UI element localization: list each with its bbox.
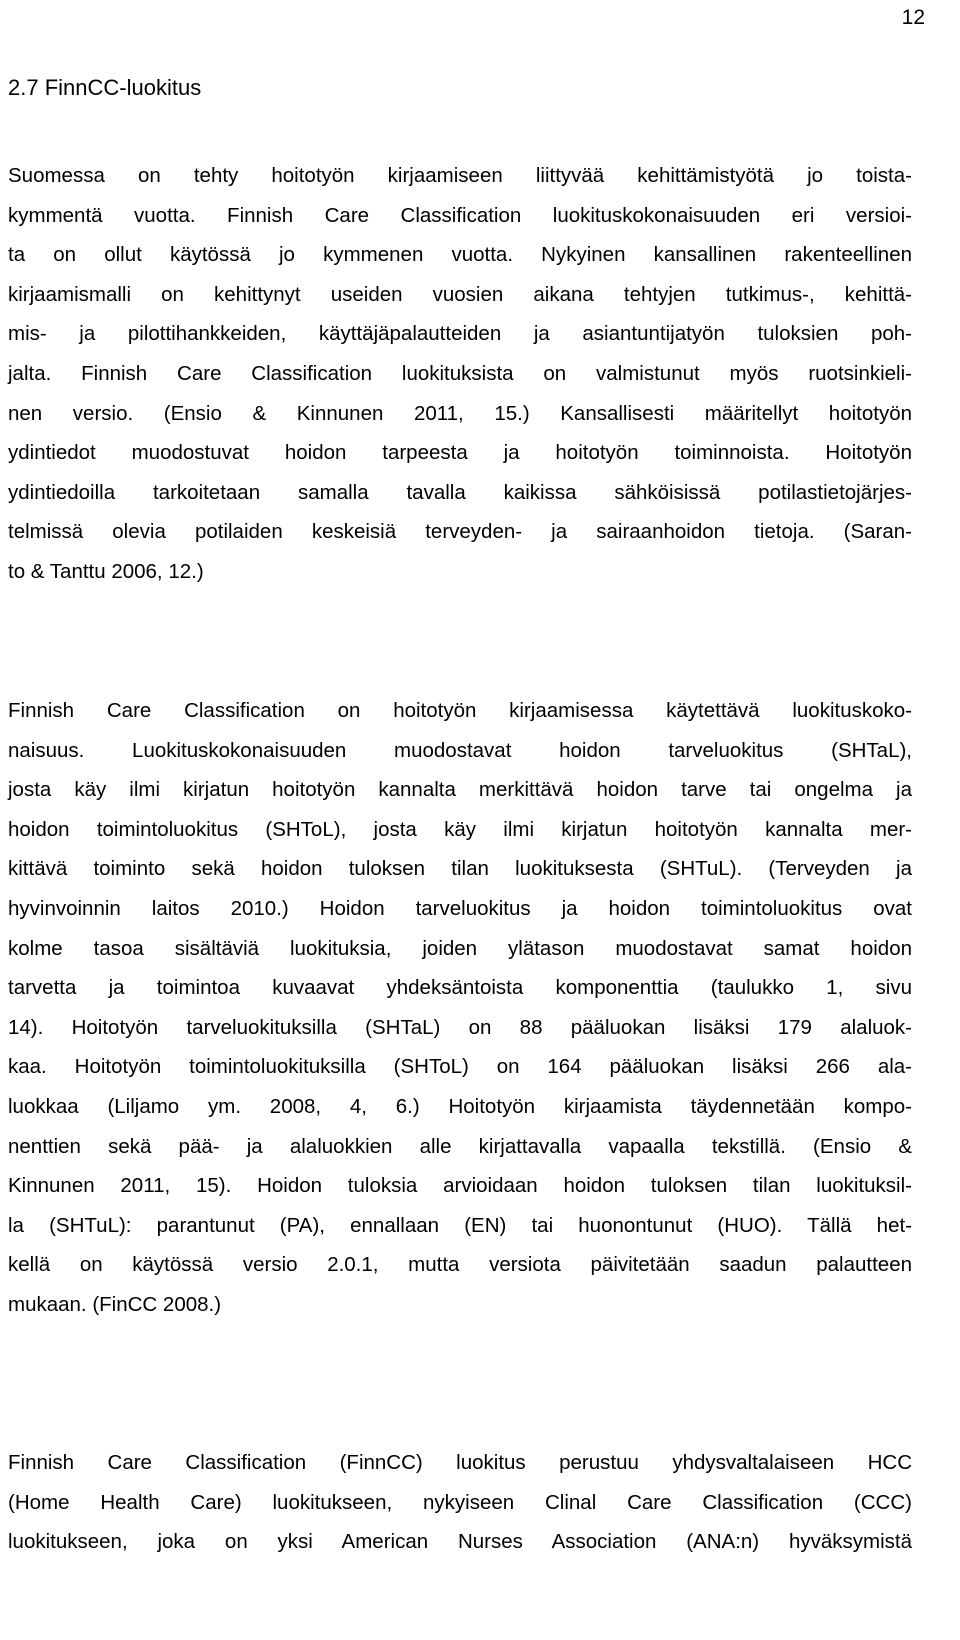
text-line: mukaan. (FinCC 2008.) xyxy=(8,1292,222,1316)
text-line: Finnish Care Classification (FinnCC) luokitus perustuu yhdysvaltalaiseen HCC xyxy=(8,1451,912,1474)
text-line: luokitukseen, joka on yksi American Nurses Association (ANA:n) hyväksymistä xyxy=(8,1530,912,1554)
text-line: kellä on käytössä versio 2.0.1, mutta versiota päivitetään saadun palautteen xyxy=(8,1253,912,1277)
text-line: mis- ja pilottihankkeiden, käyttäjäpalautteiden ja asiantuntijatyön tuloksien poh- xyxy=(8,322,912,346)
text-line: kaa. Hoitotyön toimintoluokituksilla (SHToL) on 164 pääluokan lisäksi 266 ala- xyxy=(8,1055,912,1079)
text-line: luokkaa (Liljamo ym. 2008, 4, 6.) Hoitotyön kirjaamista täydennetään kompo- xyxy=(8,1094,912,1118)
page-number: 12 xyxy=(901,6,925,29)
text-line: ta on ollut käytössä jo kymmenen vuotta. Nykyinen kansallinen rakenteellinen xyxy=(8,243,912,267)
paragraph-1 xyxy=(8,156,912,592)
text-line: (Home Health Care) luokitukseen, nykyiseen Clinal Care Classification (CCC) xyxy=(8,1490,912,1514)
text-line: 14). Hoitotyön tarveluokituksilla (SHTaL) on 88 pääluokan lisäksi 179 alaluok- xyxy=(8,1015,912,1039)
text-line: Suomessa on tehty hoitotyön kirjaamiseen liittyvää kehittämistyötä jo toista- xyxy=(8,164,912,187)
text-line: telmissä olevia potilaiden keskeisiä terveyden- ja sairaanhoidon tietoja. (Saran- xyxy=(8,520,912,544)
text-line: nen versio. (Ensio & Kinnunen 2011, 15.) Kansallisesti määritellyt hoitotyön xyxy=(8,401,912,425)
text-line: naisuus. Luokituskokonaisuuden muodostavat hoidon tarveluokitus (SHTaL), xyxy=(8,738,912,762)
text-line: Kinnunen 2011, 15). Hoidon tuloksia arvioidaan hoidon tuloksen tilan luokituksil- xyxy=(8,1174,912,1198)
text-line: josta käy ilmi kirjatun hoitotyön kannalta merkittävä hoidon tarve tai ongelma ja xyxy=(8,778,912,802)
text-line: la (SHTuL): parantunut (PA), ennallaan (EN) tai huonontunut (HUO). Tällä het- xyxy=(8,1213,912,1237)
text-line: hyvinvoinnin laitos 2010.) Hoidon tarveluokitus ja hoidon toimintoluokitus ovat xyxy=(8,896,912,920)
text-line: nenttien sekä pää- ja alaluokkien alle kirjattavalla vapaalla tekstillä. (Ensio & xyxy=(8,1134,912,1158)
text-line: kymmentä vuotta. Finnish Care Classification luokituskokonaisuuden eri versioi- xyxy=(8,203,912,227)
text-line: kolme tasoa sisältäviä luokituksia, joiden ylätason muodostavat samat hoidon xyxy=(8,936,912,960)
text-line: Finnish Care Classification on hoitotyön kirjaamisessa käytettävä luokituskoko- xyxy=(8,699,912,722)
text-line: kirjaamismalli on kehittynyt useiden vuosien aikana tehtyjen tutkimus-, kehittä- xyxy=(8,282,912,306)
text-line: tarvetta ja toimintoa kuvaavat yhdeksäntoista komponenttia (taulukko 1, sivu xyxy=(8,976,912,1000)
text-line: to & Tanttu 2006, 12.) xyxy=(8,559,204,583)
text-line: jalta. Finnish Care Classification luokituksista on valmistunut myös ruotsinkieli- xyxy=(8,361,912,385)
text-line: ydintiedoilla tarkoitetaan samalla tavalla kaikissa sähköisissä potilastietojärjes- xyxy=(8,480,912,504)
text-line: hoidon toimintoluokitus (SHToL), josta käy ilmi kirjatun hoitotyön kannalta mer- xyxy=(8,817,912,841)
text-line: ydintiedot muodostuvat hoidon tarpeesta ja hoitotyön toiminnoista. Hoitotyön xyxy=(8,441,912,465)
paragraph-2 xyxy=(8,691,912,1325)
text-line: kittävä toiminto sekä hoidon tuloksen tilan luokituksesta (SHTuL). (Terveyden ja xyxy=(8,857,912,881)
section-heading: 2.7 FinnCC-luokitus xyxy=(8,75,202,100)
paragraph-3 xyxy=(8,1443,912,1562)
